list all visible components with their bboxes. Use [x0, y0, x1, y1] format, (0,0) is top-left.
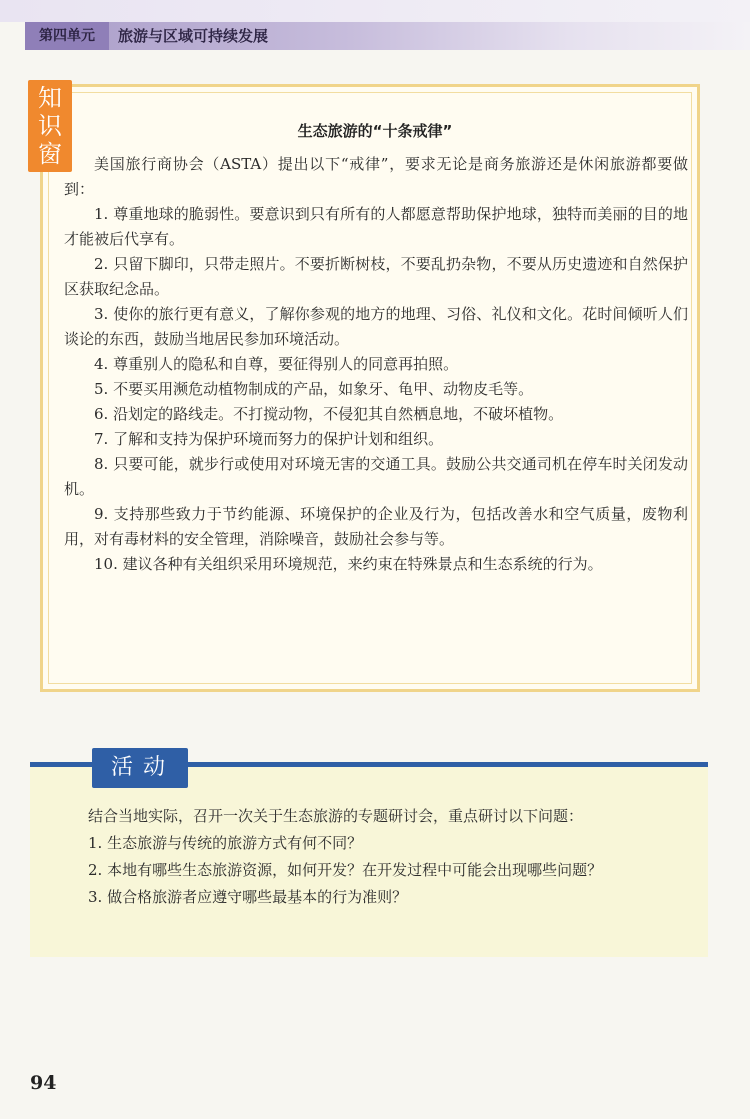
- activity-label: 活动: [92, 748, 188, 788]
- rule-paragraph: 4. 尊重别人的隐私和自尊，要征得别人的同意再拍照。: [94, 355, 459, 373]
- knowledge-box-body: [64, 152, 688, 577]
- rule-paragraph: 6. 沿划定的路线走。不打搅动物，不侵犯其自然栖息地，不破坏植物。: [94, 405, 564, 423]
- unit-tag: 第四单元: [25, 22, 109, 50]
- activity-intro: 结合当地实际，召开一次关于生态旅游的专题研讨会，重点研讨以下问题：: [88, 807, 584, 825]
- rule-paragraph: 9. 支持那些致力于节约能源、环境保护的企业及行为，包括改善水和空气质量，废物利用，对有毒材料的安全管理，消除噪音，鼓励社会参与等。: [64, 505, 688, 548]
- page-number: 94: [30, 1072, 57, 1094]
- activity-question: 1. 生态旅游与传统的旅游方式有何不同？: [88, 834, 363, 852]
- rule-paragraph: 10. 建议各种有关组织采用环境规范，来约束在特殊景点和生态系统的行为。: [94, 555, 603, 573]
- rule-paragraph: 7. 了解和支持为保护环境而努力的保护计划和组织。: [94, 430, 444, 448]
- activity-question: 3. 做合格旅游者应遵守哪些最基本的行为准则？: [88, 888, 408, 906]
- unit-title: 旅游与区域可持续发展: [118, 27, 269, 45]
- knowledge-label-char: 识: [38, 112, 62, 140]
- rule-paragraph: 2. 只留下脚印，只带走照片。不要折断树枝，不要乱扔杂物，不要从历史遗迹和自然保护区获取纪念品。: [64, 255, 688, 298]
- intro-paragraph: 美国旅行商协会（ASTA）提出以下“戒律”，要求无论是商务旅游还是休闲旅游都要做到：: [64, 155, 688, 198]
- rule-paragraph: 3. 使你的旅行更有意义，了解你参观的地方的地理、习俗、礼仪和文化。花时间倾听人们谈论的东西，鼓励当地居民参加环境活动。: [64, 305, 688, 348]
- rule-paragraph: 5. 不要买用濒危动植物制成的产品，如象牙、龟甲、动物皮毛等。: [94, 380, 534, 398]
- activity-body: [58, 803, 698, 911]
- knowledge-label-char: 窗: [38, 140, 62, 168]
- rule-paragraph: 8. 只要可能，就步行或使用对环境无害的交通工具。鼓励公共交通司机在停车时关闭发动机。: [64, 455, 688, 498]
- activity-question: 2. 本地有哪些生态旅游资源，如何开发？在开发过程中可能会出现哪些问题？: [88, 861, 603, 879]
- rule-paragraph: 1. 尊重地球的脆弱性。要意识到只有所有的人都愿意帮助保护地球，独特而美丽的目的地才能被后代享有。: [64, 205, 688, 248]
- knowledge-label-char: 知: [38, 84, 62, 112]
- top-strip: [0, 0, 750, 22]
- knowledge-box-title: 生态旅游的“十条戒律”: [297, 122, 453, 140]
